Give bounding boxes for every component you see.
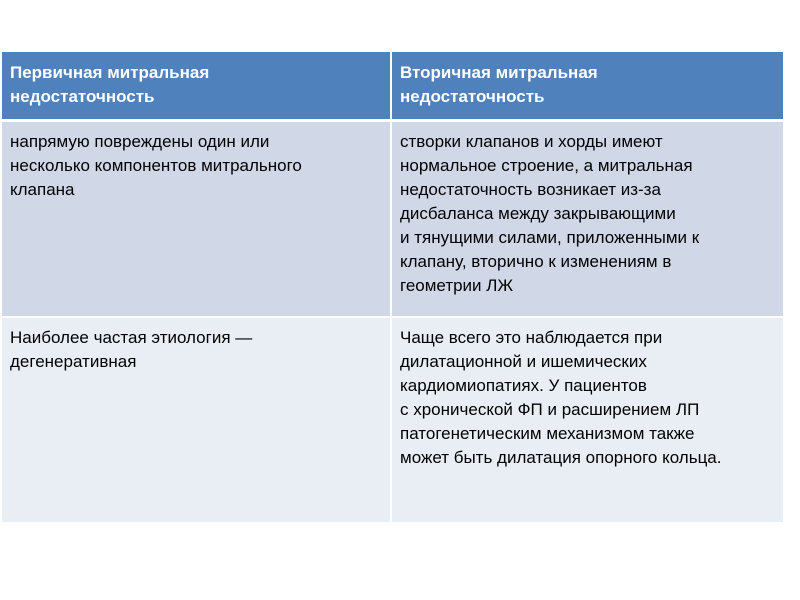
- cell-text: Наиболее частая этиология — дегенеративная: [10, 327, 253, 371]
- table-cell: [391, 317, 783, 522]
- cell-text: напрямую повреждены один или несколько компонентов митрального клапана: [10, 132, 302, 199]
- cell-text: створки клапанов и хорды имеют нормальное строение, а митральная недостаточность возникает из-за дисбаланса между закрывающими и тянущими силами, приложенными к клапану, вторично к изменениям в геометрии ЛЖ: [400, 132, 700, 295]
- table-cell: [2, 317, 391, 522]
- table-cell: [2, 121, 391, 317]
- table-cell: [391, 121, 783, 317]
- table-row: [2, 317, 783, 522]
- table-header-cell: [2, 52, 391, 121]
- cell-text: Чаще всего это наблюдается при дилатационной и ишемических кардиомиопатиях. У пациентов с хронической ФП и расширением ЛП патогенетическим механизмом также может быть дилатация опорного кольца.: [400, 327, 722, 467]
- comparison-table: [2, 52, 783, 522]
- table-row: [2, 121, 783, 317]
- table-header-row: [2, 52, 783, 121]
- header-secondary-label: Вторичная митральная недостаточность: [400, 63, 598, 106]
- table-header-cell: [391, 52, 783, 121]
- header-primary-label: Первичная митральная недостаточность: [10, 63, 210, 106]
